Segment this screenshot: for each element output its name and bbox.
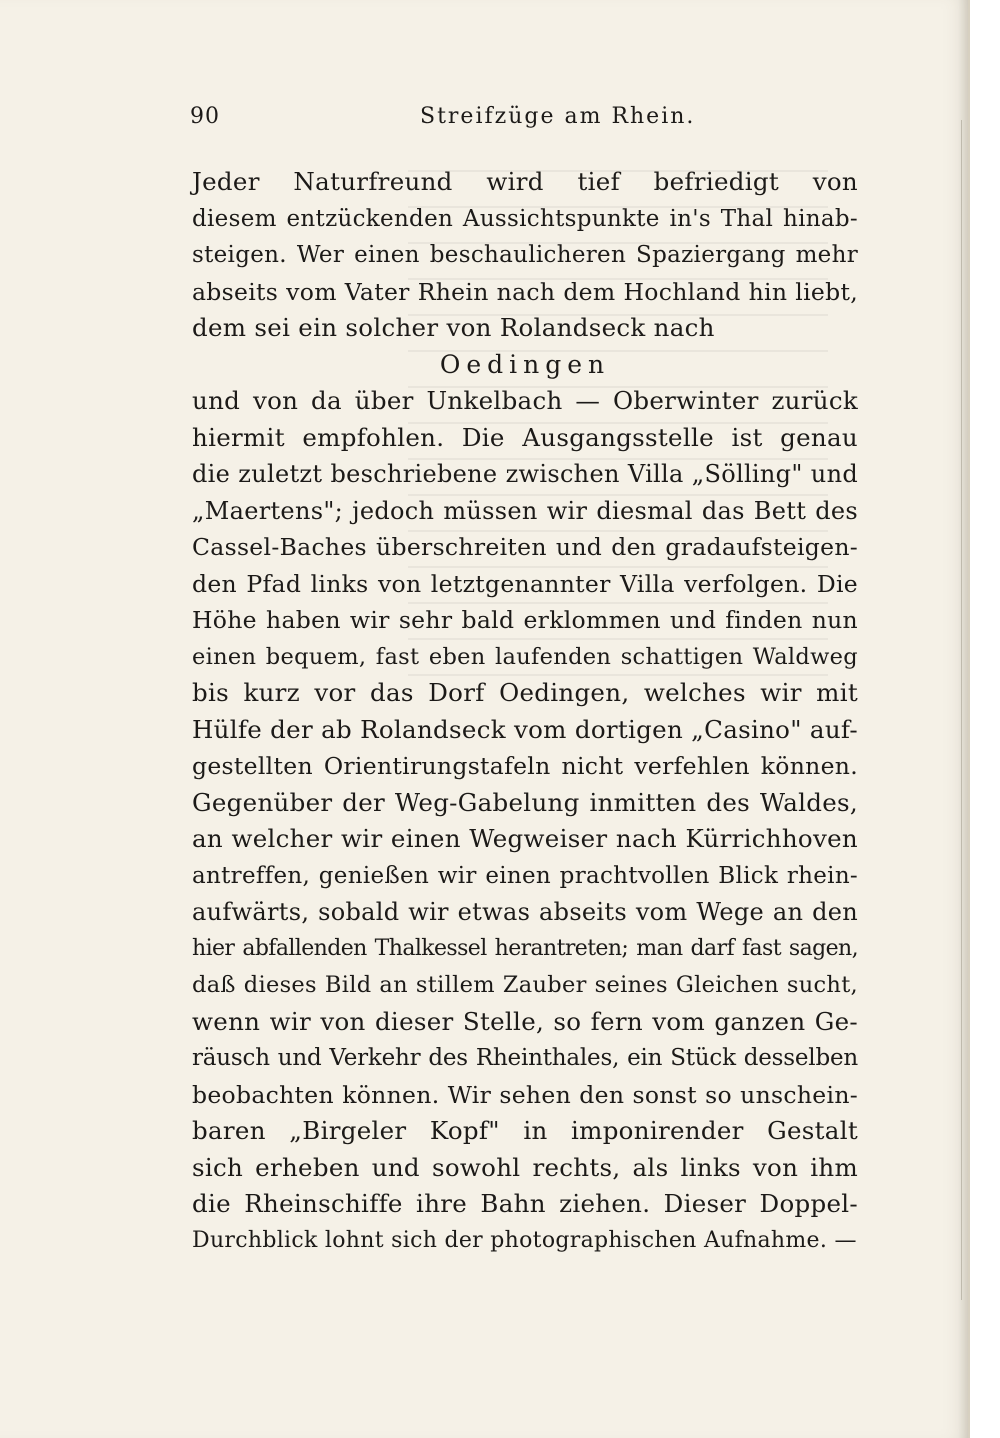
text-line: aufwärts, sobald wir etwas abseits vom Wege an den (192, 898, 858, 926)
text-line: gestellten Orientirungstafeln nicht verfehlen können. (192, 752, 858, 780)
text-line: bis kurz vor das Dorf Oedingen, welches wir mit (192, 678, 858, 707)
text-line: abseits vom Vater Rhein nach dem Hochland hin liebt, (192, 277, 858, 306)
text-line: wenn wir von dieser Stelle, so fern vom ganzen Ge- (192, 1006, 858, 1036)
text-line: steigen. Wer einen beschaulicheren Spaziergang mehr (192, 242, 858, 268)
page-header (190, 98, 858, 138)
text-line: räusch und Verkehr des Rheinthales, ein Stück desselben (192, 1045, 858, 1071)
text-line: antreffen, genießen wir einen prachtvollen Blick rhein- (192, 862, 858, 889)
page-number: 90 (190, 104, 220, 129)
text-line: hier abfallenden Thalkessel herantreten; man darf fast sagen, (192, 935, 858, 961)
text-line: Jeder Naturfreund wird tief befriedigt von (192, 167, 858, 196)
text-line: Durchblick lohnt sich der photographischen Aufnahme. — (192, 1227, 857, 1253)
text-line: baren „Birgeler Kopf" in imponirender Gestalt (192, 1116, 858, 1145)
text-line: Cassel-Baches überschreiten und den gradaufsteigen- (192, 533, 858, 561)
text-line: an welcher wir einen Wegweiser nach Kürrichhoven (192, 824, 858, 853)
body-text (192, 164, 858, 1259)
text-line: Höhe haben wir sehr bald erklommen und finden nun (192, 606, 858, 634)
text-line: und von da über Unkelbach — Oberwinter zurück (192, 386, 858, 415)
text-line: sich erheben und sowohl rechts, als links von ihm (192, 1152, 858, 1182)
text-line: „Maertens"; jedoch müssen wir diesmal das Bett des (192, 496, 858, 525)
text-line: diesem entzückenden Aussichtspunkte in's Thal hinab- (192, 205, 858, 232)
text-line: die zuletzt beschriebene zwischen Villa „Sölling" und (192, 460, 858, 488)
text-line: den Pfad links von letztgenannter Villa verfolgen. Die (192, 569, 858, 598)
text-line: hiermit empfohlen. Die Ausgangsstelle ist genau (192, 422, 858, 452)
section-heading: Oedingen (439, 349, 611, 379)
text-line: die Rheinschiffe ihre Bahn ziehen. Dieser Doppel- (192, 1189, 858, 1218)
text-line: beobachten können. Wir sehen den sonst so unschein- (192, 1080, 858, 1109)
text-line: Hülfe der ab Rolandseck vom dortigen „Casino" auf- (192, 714, 858, 744)
page-edge-line (961, 120, 962, 1300)
text-line: einen bequem, fast eben laufenden schattigen Waldweg (192, 643, 858, 670)
text-line: dem sei ein solcher von Rolandseck nach (192, 313, 715, 342)
running-title: Streifzüge am Rhein. (420, 104, 696, 129)
text-line: daß dieses Bild an stillem Zauber seines Gleichen sucht, (192, 972, 858, 998)
text-line: Gegenüber der Weg-Gabelung inmitten des Waldes, (192, 787, 858, 817)
